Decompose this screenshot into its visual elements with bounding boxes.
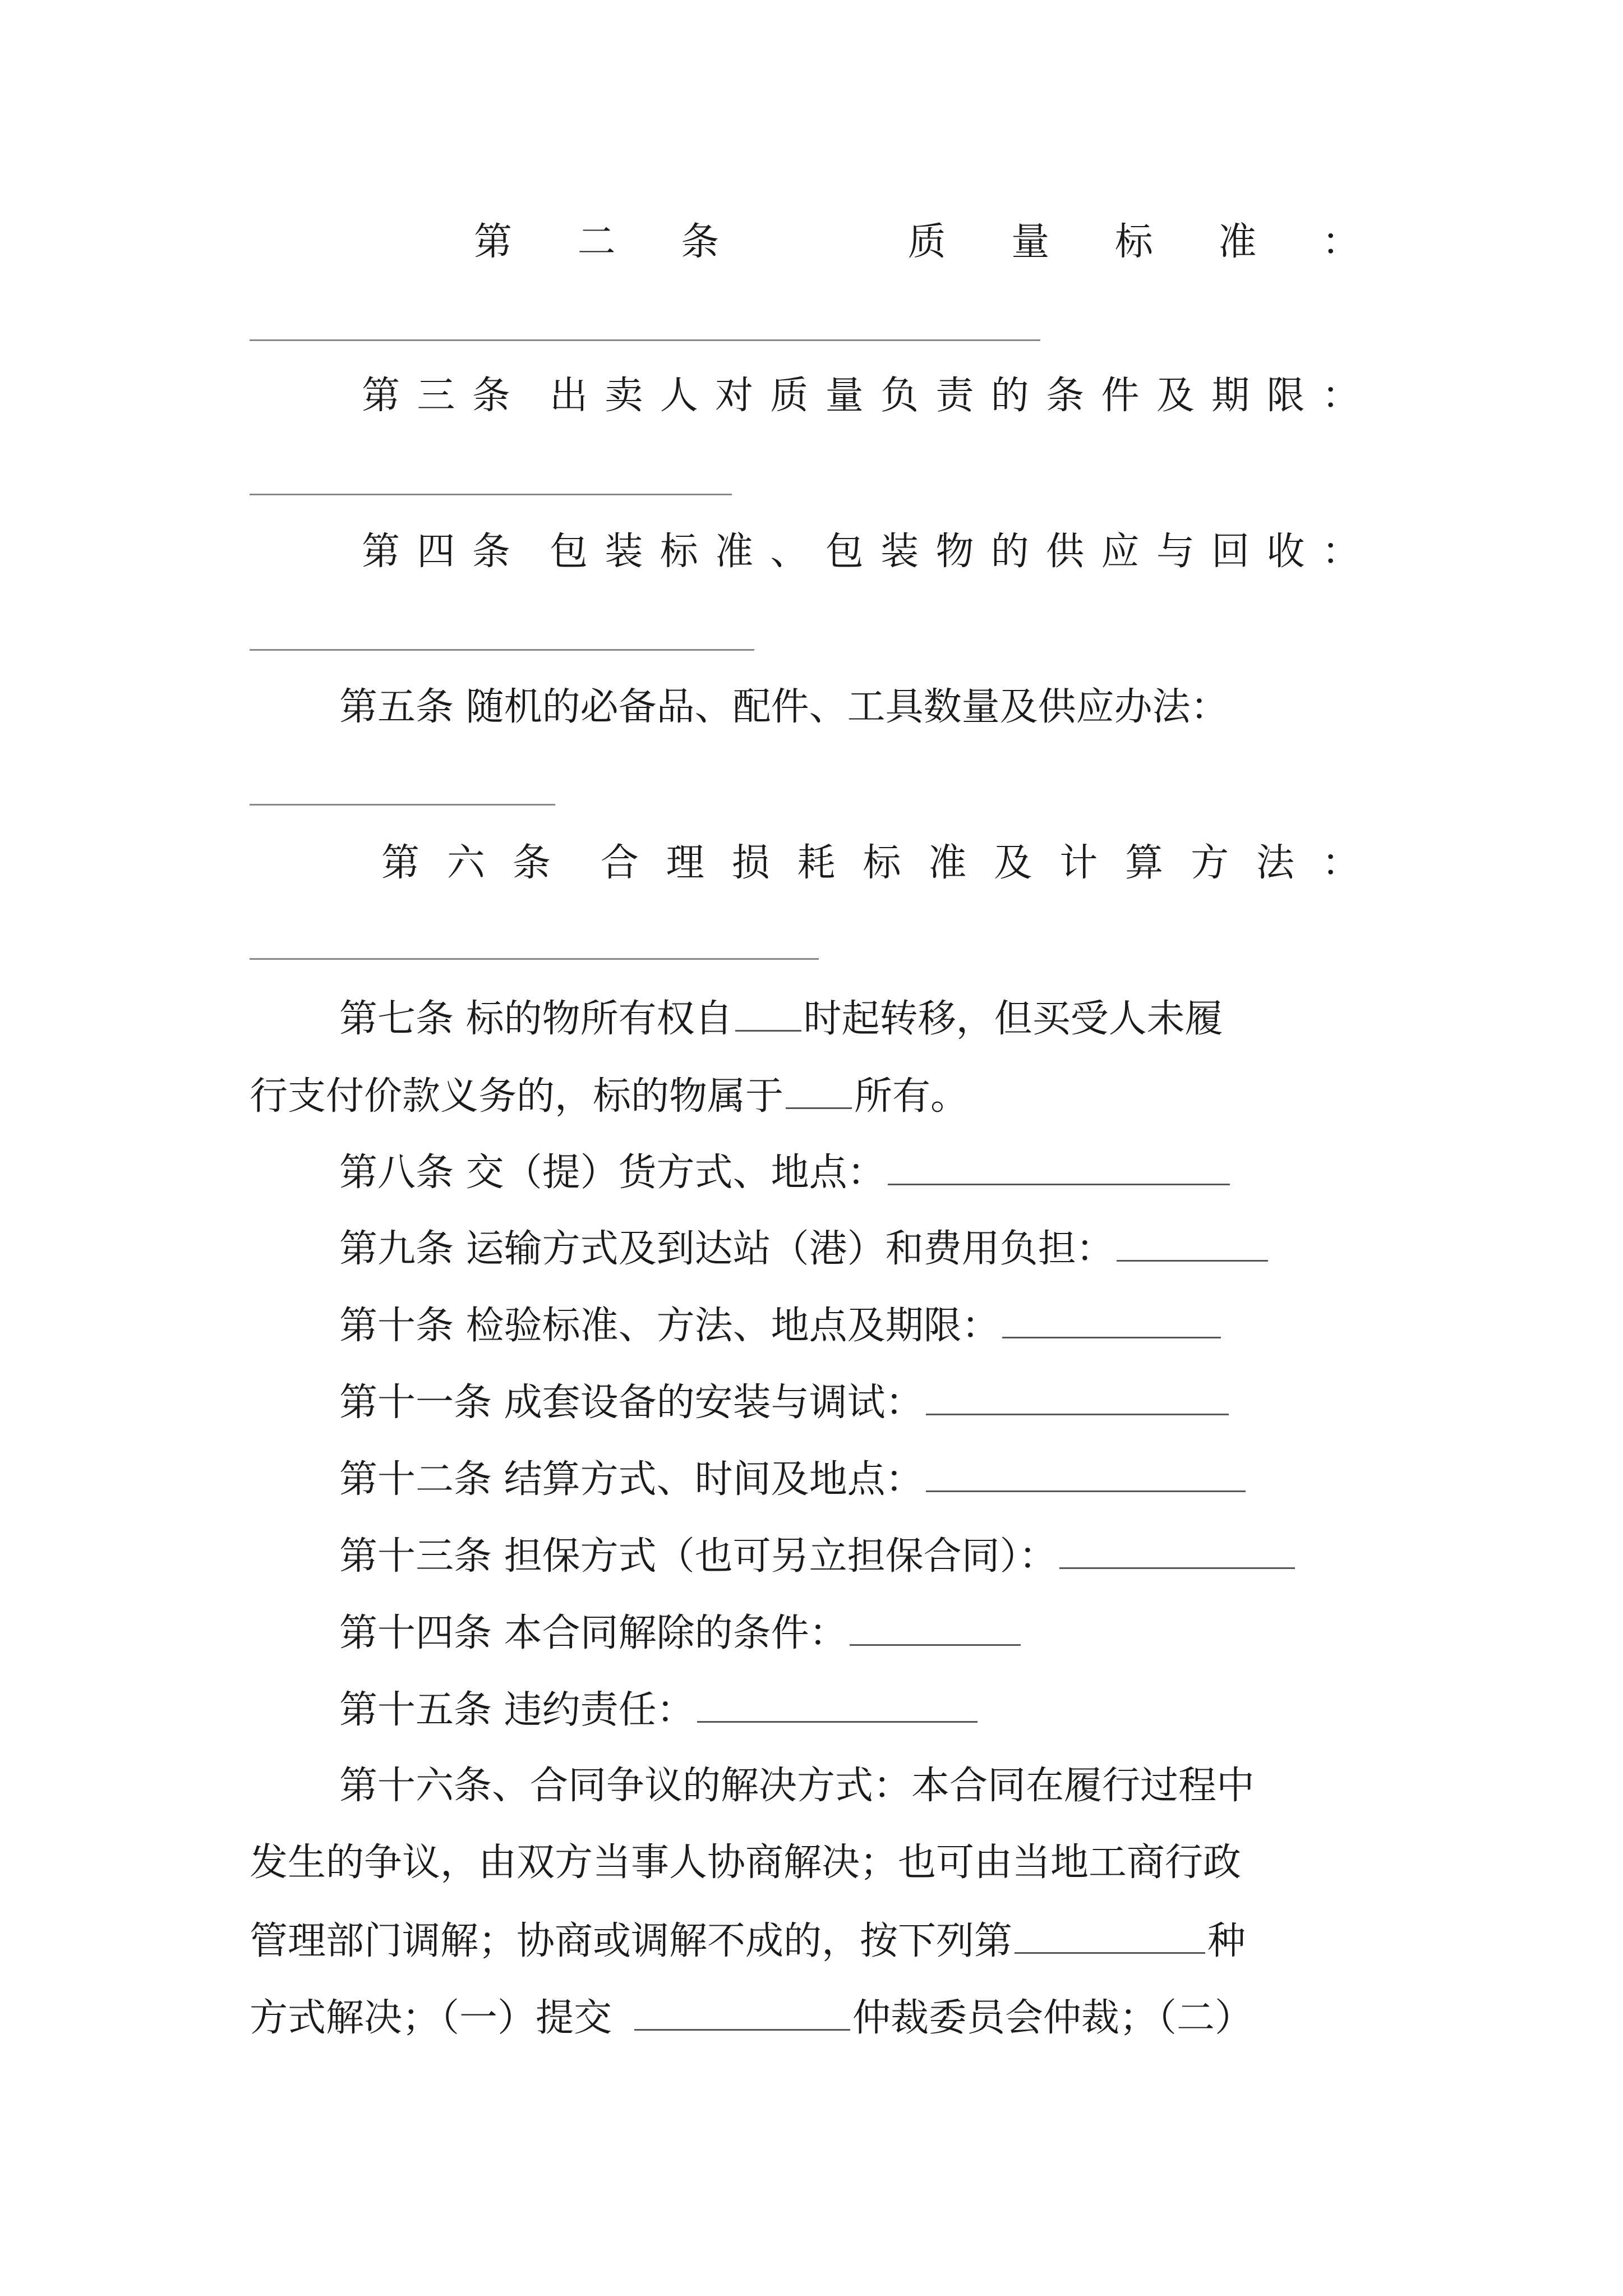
clause-6-char: 及 [994, 841, 1032, 885]
clause-6-char: 条 [512, 841, 551, 885]
clause-3-char: 出 [550, 374, 588, 418]
clause-6-char: 算 [1125, 841, 1164, 885]
clause-6-char: 第 [381, 841, 420, 885]
clause-2-heading [474, 220, 1360, 264]
clause-7-text-1: 第七条 标的物所有权自 [339, 997, 733, 1041]
clause-16-text-1: 第十六条、合同争议的解决方式：本合同在履行过程中 [339, 1764, 1255, 1808]
clause-4-char: 与 [1156, 530, 1195, 574]
clause-6-blank[interactable] [250, 958, 819, 960]
clause-3-char: 对 [715, 374, 754, 418]
clause-13-text: 第十三条 担保方式（也可另立担保合同）： [339, 1534, 1057, 1579]
clause-3-char: 条 [472, 374, 510, 418]
clause-12-blank[interactable] [926, 1459, 1246, 1492]
clause-12-text: 第十二条 结算方式、时间及地点： [339, 1457, 924, 1502]
clause-3-char: 及 [1156, 374, 1195, 418]
clause-6-char: 合 [600, 841, 639, 885]
clause-5-blank[interactable] [250, 804, 555, 806]
clause-4-char: 供 [1046, 530, 1085, 574]
clause-2-char: ： [1321, 220, 1360, 264]
clause-3-char: 责 [935, 374, 974, 418]
clause-10-blank[interactable] [1002, 1305, 1221, 1338]
clause-6-heading [381, 841, 1360, 885]
clause-3-char: ： [1321, 374, 1360, 418]
clause-3-heading [362, 374, 1360, 418]
clause-8-blank[interactable] [888, 1152, 1230, 1185]
clause-7-owner-blank[interactable] [786, 1076, 852, 1109]
clause-2-char: 二 [577, 220, 616, 264]
clause-6-char: 标 [863, 841, 901, 885]
clause-4-char: 应 [1101, 530, 1140, 574]
clause-7-transfer-time-blank[interactable] [735, 999, 801, 1032]
clause-4-char: 的 [990, 530, 1029, 574]
clause-9-blank[interactable] [1117, 1228, 1268, 1262]
clause-13-blank[interactable] [1059, 1536, 1295, 1569]
clause-16-option-blank[interactable] [1015, 1921, 1205, 1954]
clause-2-char: 条 [681, 220, 720, 264]
clause-6-char: ： [1321, 841, 1360, 885]
clause-4-char: 回 [1211, 530, 1250, 574]
clause-6-char: 损 [731, 841, 770, 885]
clause-11-text: 第十一条 成套设备的安装与调试： [339, 1381, 924, 1425]
clause-4-char: 收 [1266, 530, 1305, 574]
clause-3-char: 第 [362, 374, 400, 418]
clause-16-line-3 [250, 1921, 1388, 1961]
clause-8 [339, 1151, 1478, 1195]
clause-6-char: 准 [928, 841, 967, 885]
clause-16-line-4 [250, 1996, 1388, 2040]
clause-4-char: 包 [825, 530, 864, 574]
clause-4-blank[interactable] [250, 649, 754, 651]
clause-11 [339, 1381, 1478, 1425]
clause-2-char: 量 [1011, 220, 1050, 264]
clause-3-char: 三 [417, 374, 455, 418]
clause-4-char: ： [1321, 530, 1360, 574]
clause-3-char: 限 [1266, 374, 1305, 418]
clause-4-char: 四 [417, 530, 455, 574]
clause-3-char: 卖 [605, 374, 643, 418]
clause-5-heading [339, 685, 1478, 729]
clause-4-char: 、 [770, 530, 809, 574]
clause-4-char: 条 [472, 530, 510, 574]
clause-6-char: 法 [1256, 841, 1294, 885]
clause-3-char: 期 [1211, 374, 1250, 418]
clause-4-char: 准 [715, 530, 754, 574]
clause-2-blank[interactable] [250, 339, 1040, 341]
clause-3-char: 负 [880, 374, 919, 418]
clause-16-line-1 [339, 1764, 1478, 1808]
clause-16-text-4a: 方式解决；（一）提交 [250, 1996, 612, 2040]
clause-15-blank[interactable] [697, 1690, 978, 1723]
clause-16-text-3a: 管理部门调解；协商或调解不成的，按下列第 [250, 1919, 1013, 1963]
clause-16-text-3b: 种 [1207, 1919, 1246, 1963]
clause-2-char: 标 [1114, 220, 1153, 264]
clause-4-heading [362, 530, 1360, 574]
clause-14-text: 第十四条 本合同解除的条件： [339, 1611, 847, 1655]
clause-6-char: 耗 [797, 841, 836, 885]
clause-4-char: 包 [550, 530, 588, 574]
clause-2-char: 准 [1218, 220, 1257, 264]
clause-12 [339, 1457, 1478, 1502]
clause-10 [339, 1304, 1478, 1348]
clause-3-blank[interactable] [250, 494, 732, 495]
clause-9-text: 第九条 运输方式及到达站（港）和费用负担： [339, 1227, 1114, 1271]
clause-9 [339, 1227, 1478, 1271]
clause-3-char: 件 [1101, 374, 1140, 418]
clause-4-char: 标 [660, 530, 698, 574]
clause-6-char: 方 [1191, 841, 1229, 885]
clause-4-char: 第 [362, 530, 400, 574]
clause-16-line-2 [250, 1841, 1388, 1885]
clause-15 [339, 1688, 1478, 1732]
clause-3-char: 人 [660, 374, 698, 418]
clause-3-char: 质 [770, 374, 809, 418]
clause-16-arbitration-blank[interactable] [634, 1998, 850, 2031]
clause-2-char: 第 [474, 220, 513, 264]
clause-13 [339, 1534, 1478, 1579]
clause-8-text: 第八条 交（提）货方式、地点： [339, 1151, 886, 1195]
clause-7-text-4: 所有。 [854, 1074, 969, 1119]
clause-4-char: 装 [605, 530, 643, 574]
clause-11-blank[interactable] [926, 1382, 1229, 1415]
clause-3-char: 的 [990, 374, 1029, 418]
clause-7-text-2: 时起转移，但买受人未履 [803, 997, 1223, 1041]
clause-6-char: 理 [666, 841, 704, 885]
clause-3-char: 量 [825, 374, 864, 418]
clause-4-char: 物 [935, 530, 974, 574]
clause-15-text: 第十五条 违约责任： [339, 1688, 695, 1732]
clause-16-text-4b: 仲裁委员会仲裁；（二） [852, 1996, 1253, 2040]
clause-6-char: 计 [1059, 841, 1098, 885]
clause-5-text: 第五条 随机的必备品、配件、工具数量及供应办法： [339, 685, 1229, 729]
clause-7-line-1 [339, 997, 1478, 1041]
clause-2-char: 质 [907, 220, 946, 264]
clause-14-blank[interactable] [850, 1613, 1021, 1646]
clause-7-text-3: 行支付价款义务的，标的物属于 [250, 1074, 784, 1119]
clause-3-char: 条 [1046, 374, 1085, 418]
clause-4-char: 装 [880, 530, 919, 574]
clause-10-text: 第十条 检验标准、方法、地点及期限： [339, 1304, 1000, 1348]
clause-16-text-2: 发生的争议，由双方当事人协商解决；也可由当地工商行政 [250, 1841, 1242, 1885]
clause-6-char: 六 [446, 841, 485, 885]
clause-14 [339, 1613, 1478, 1653]
clause-7-line-2 [250, 1074, 1388, 1119]
